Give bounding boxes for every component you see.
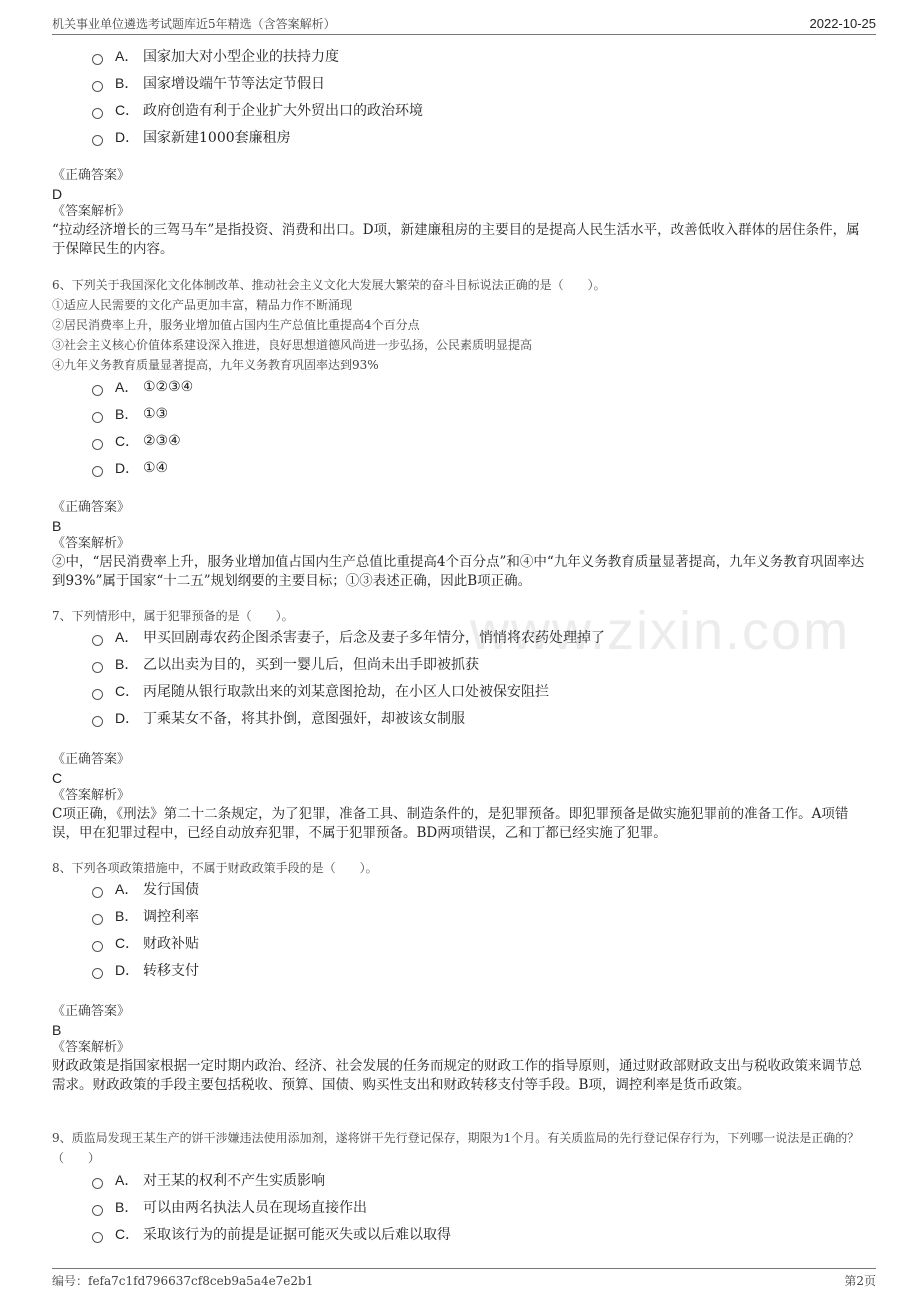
option-text: 对王某的权利不产生实质影响 xyxy=(143,1172,325,1189)
option-letter: C． xyxy=(115,682,140,699)
option-letter: C． xyxy=(115,1225,140,1242)
option-c[interactable] xyxy=(92,427,872,454)
option-text: ①③ xyxy=(143,405,169,422)
watermark: www.zixin.com xyxy=(470,601,851,661)
option-text: 采取该行为的前提是证据可能灭失或以后难以取得 xyxy=(143,1226,451,1243)
option-a[interactable] xyxy=(92,623,872,650)
q6-answer-block xyxy=(52,499,868,591)
option-letter: D． xyxy=(115,709,140,726)
option-text: 丁乘某女不备，将其扑倒，意图强奸，却被该女制服 xyxy=(143,710,465,727)
option-letter: B． xyxy=(115,74,139,91)
q5-answer-block xyxy=(52,167,868,259)
option-letter: B． xyxy=(115,655,139,672)
answer-label: 《正确答案》 xyxy=(52,1004,131,1019)
option-b[interactable] xyxy=(92,650,872,677)
answer-value: B xyxy=(52,1022,62,1038)
radio-icon[interactable] xyxy=(92,54,103,65)
option-letter: A． xyxy=(115,628,139,645)
q9-block xyxy=(52,1128,868,1168)
option-d[interactable] xyxy=(92,454,872,481)
option-text: ②③④ xyxy=(143,432,181,449)
option-text: 甲买回剧毒农药企图杀害妻子，后念及妻子多年情分，悄悄将农药处理掉了 xyxy=(143,629,605,646)
option-letter: A． xyxy=(115,378,139,395)
option-b[interactable] xyxy=(92,400,872,427)
radio-icon[interactable] xyxy=(92,1205,103,1216)
option-d[interactable] xyxy=(92,704,872,731)
option-text: 政府创造有利于企业扩大外贸出口的政治环境 xyxy=(143,102,423,119)
q7-options xyxy=(92,623,872,731)
option-text: 乙以出卖为目的，买到一婴儿后，但尚未出手即被抓获 xyxy=(143,656,479,673)
radio-icon[interactable] xyxy=(92,968,103,979)
radio-icon[interactable] xyxy=(92,1232,103,1243)
option-d[interactable] xyxy=(92,123,872,150)
answer-value: C xyxy=(52,770,63,786)
statement-item: ②居民消费率上升，服务业增加值占国内生产总值比重提高4个百分点 xyxy=(52,318,420,332)
explain-label: 《答案解析》 xyxy=(52,788,131,803)
explanation-text: 财政政策是指国家根据一定时期内政治、经济、社会发展的任务而规定的财政工作的指导原则，通过财政部财政支出与税收政策来调节总需求。财政政策的手段主要包括税收、预算、国债、购买性支出和财政转移支付等手段。B项，调控利率是货币政策。 xyxy=(52,1058,862,1093)
document-code: 编号：fefa7c1fd796637cf8ceb9a5a4e7e2b1 xyxy=(52,1273,314,1288)
option-text: 丙尾随从银行取款出来的刘某意图抢劫，在小区人口处被保安阻拦 xyxy=(143,683,549,700)
option-letter: B． xyxy=(115,907,139,924)
radio-icon[interactable] xyxy=(92,412,103,423)
answer-label: 《正确答案》 xyxy=(52,168,131,183)
option-text: 国家新建1000套廉租房 xyxy=(143,129,291,146)
answer-value: D xyxy=(52,186,63,202)
option-d[interactable] xyxy=(92,956,872,983)
explain-label: 《答案解析》 xyxy=(52,204,131,219)
explanation-text: “拉动经济增长的三驾马车”是指投资、消费和出口。D项，新建廉租房的主要目的是提高人民生活水平，改善低收入群体的居住条件，属于保障民生的内容。 xyxy=(52,222,860,257)
question-text: 9、质监局发现王某生产的饼干涉嫌违法使用添加剂，遂将饼干先行登记保存，期限为1个月。有关质监局的先行登记保存行为，下列哪一说法是正确的？（ ） xyxy=(52,1131,860,1165)
explanation-text: ②中，“居民消费率上升，服务业增加值占国内生产总值比重提高4个百分点”和④中“九年义务教育质量显著提高，九年义务教育巩固率达到93%”属于国家“十二五”规划纲要的主要目标；①③表述正确，因此B项正确。 xyxy=(52,554,865,589)
option-c[interactable] xyxy=(92,1220,872,1247)
option-c[interactable] xyxy=(92,96,872,123)
option-letter: B． xyxy=(115,405,139,422)
statement-item: ④九年义务教育质量显著提高，九年义务教育巩固率达到93% xyxy=(52,358,379,372)
option-a[interactable] xyxy=(92,1166,872,1193)
option-text: 转移支付 xyxy=(143,962,199,979)
option-text: 发行国债 xyxy=(143,881,199,898)
page-footer xyxy=(52,1268,876,1291)
radio-icon[interactable] xyxy=(92,887,103,898)
q7-answer-block xyxy=(52,751,868,843)
option-letter: A． xyxy=(115,1171,139,1188)
option-c[interactable] xyxy=(92,677,872,704)
q5-options xyxy=(92,42,872,150)
option-text: 调控利率 xyxy=(143,908,199,925)
radio-icon[interactable] xyxy=(92,716,103,727)
option-c[interactable] xyxy=(92,929,872,956)
radio-icon[interactable] xyxy=(92,439,103,450)
explanation-text: C项正确，《刑法》第二十二条规定，为了犯罪，准备工具、制造条件的，是犯罪预备。即犯罪预备是做实施犯罪前的准备工作。A项错误，甲在犯罪过程中，已经自动放弃犯罪，不属于犯罪预备。BD两项错误，乙和丁都已经实施了犯罪。 xyxy=(52,806,849,841)
radio-icon[interactable] xyxy=(92,385,103,396)
q6-options xyxy=(92,373,872,481)
radio-icon[interactable] xyxy=(92,1178,103,1189)
option-text: ①④ xyxy=(143,459,169,476)
question-text: 8、下列各项政策措施中，不属于财政政策手段的是（ ）。 xyxy=(52,861,378,875)
radio-icon[interactable] xyxy=(92,135,103,146)
radio-icon[interactable] xyxy=(92,635,103,646)
option-letter: C． xyxy=(115,101,140,118)
question-text: 6、下列关于我国深化文化体制改革、推动社会主义文化大发展大繁荣的奋斗目标说法正确的是（ ）。 xyxy=(52,278,606,292)
statement-item: ①适应人民需要的文化产品更加丰富，精品力作不断涌现 xyxy=(52,298,353,312)
option-letter: A． xyxy=(115,47,139,64)
document-date: 2022-10-25 xyxy=(809,15,876,31)
answer-value: B xyxy=(52,518,62,534)
radio-icon[interactable] xyxy=(92,466,103,477)
explain-label: 《答案解析》 xyxy=(52,1040,131,1055)
radio-icon[interactable] xyxy=(92,941,103,952)
option-letter: C． xyxy=(115,934,140,951)
option-letter: D． xyxy=(115,128,140,145)
radio-icon[interactable] xyxy=(92,81,103,92)
option-b[interactable] xyxy=(92,1193,872,1220)
page-number: 第2页 xyxy=(844,1273,876,1288)
q9-options xyxy=(92,1166,872,1247)
option-text: 国家加大对小型企业的扶持力度 xyxy=(143,48,339,65)
option-text: 财政补贴 xyxy=(143,935,199,952)
option-text: 国家增设端午节等法定节假日 xyxy=(143,75,325,92)
radio-icon[interactable] xyxy=(92,108,103,119)
option-letter: C． xyxy=(115,432,140,449)
option-letter: D． xyxy=(115,961,140,978)
option-b[interactable] xyxy=(92,902,872,929)
answer-label: 《正确答案》 xyxy=(52,500,131,515)
option-a[interactable] xyxy=(92,42,872,69)
option-a[interactable] xyxy=(92,373,872,400)
q8-answer-block xyxy=(52,1003,868,1095)
option-a[interactable] xyxy=(92,875,872,902)
option-letter: A． xyxy=(115,880,139,897)
radio-icon[interactable] xyxy=(92,689,103,700)
page-header xyxy=(52,12,876,35)
question-text: 7、下列情形中，属于犯罪预备的是（ ）。 xyxy=(52,609,294,623)
statement-item: ③社会主义核心价值体系建设深入推进，良好思想道德风尚进一步弘扬，公民素质明显提高 xyxy=(52,338,533,352)
q6-block xyxy=(52,275,868,375)
option-text: 可以由两名执法人员在现场直接作出 xyxy=(143,1199,367,1216)
option-letter: D． xyxy=(115,459,140,476)
radio-icon[interactable] xyxy=(92,914,103,925)
q8-options xyxy=(92,875,872,983)
radio-icon[interactable] xyxy=(92,662,103,673)
option-letter: B． xyxy=(115,1198,139,1215)
document-title: 机关事业单位遴选考试题库近5年精选（含答案解析） xyxy=(52,16,336,31)
answer-label: 《正确答案》 xyxy=(52,752,131,767)
option-b[interactable] xyxy=(92,69,872,96)
option-text: ①②③④ xyxy=(143,378,194,395)
explain-label: 《答案解析》 xyxy=(52,536,131,551)
